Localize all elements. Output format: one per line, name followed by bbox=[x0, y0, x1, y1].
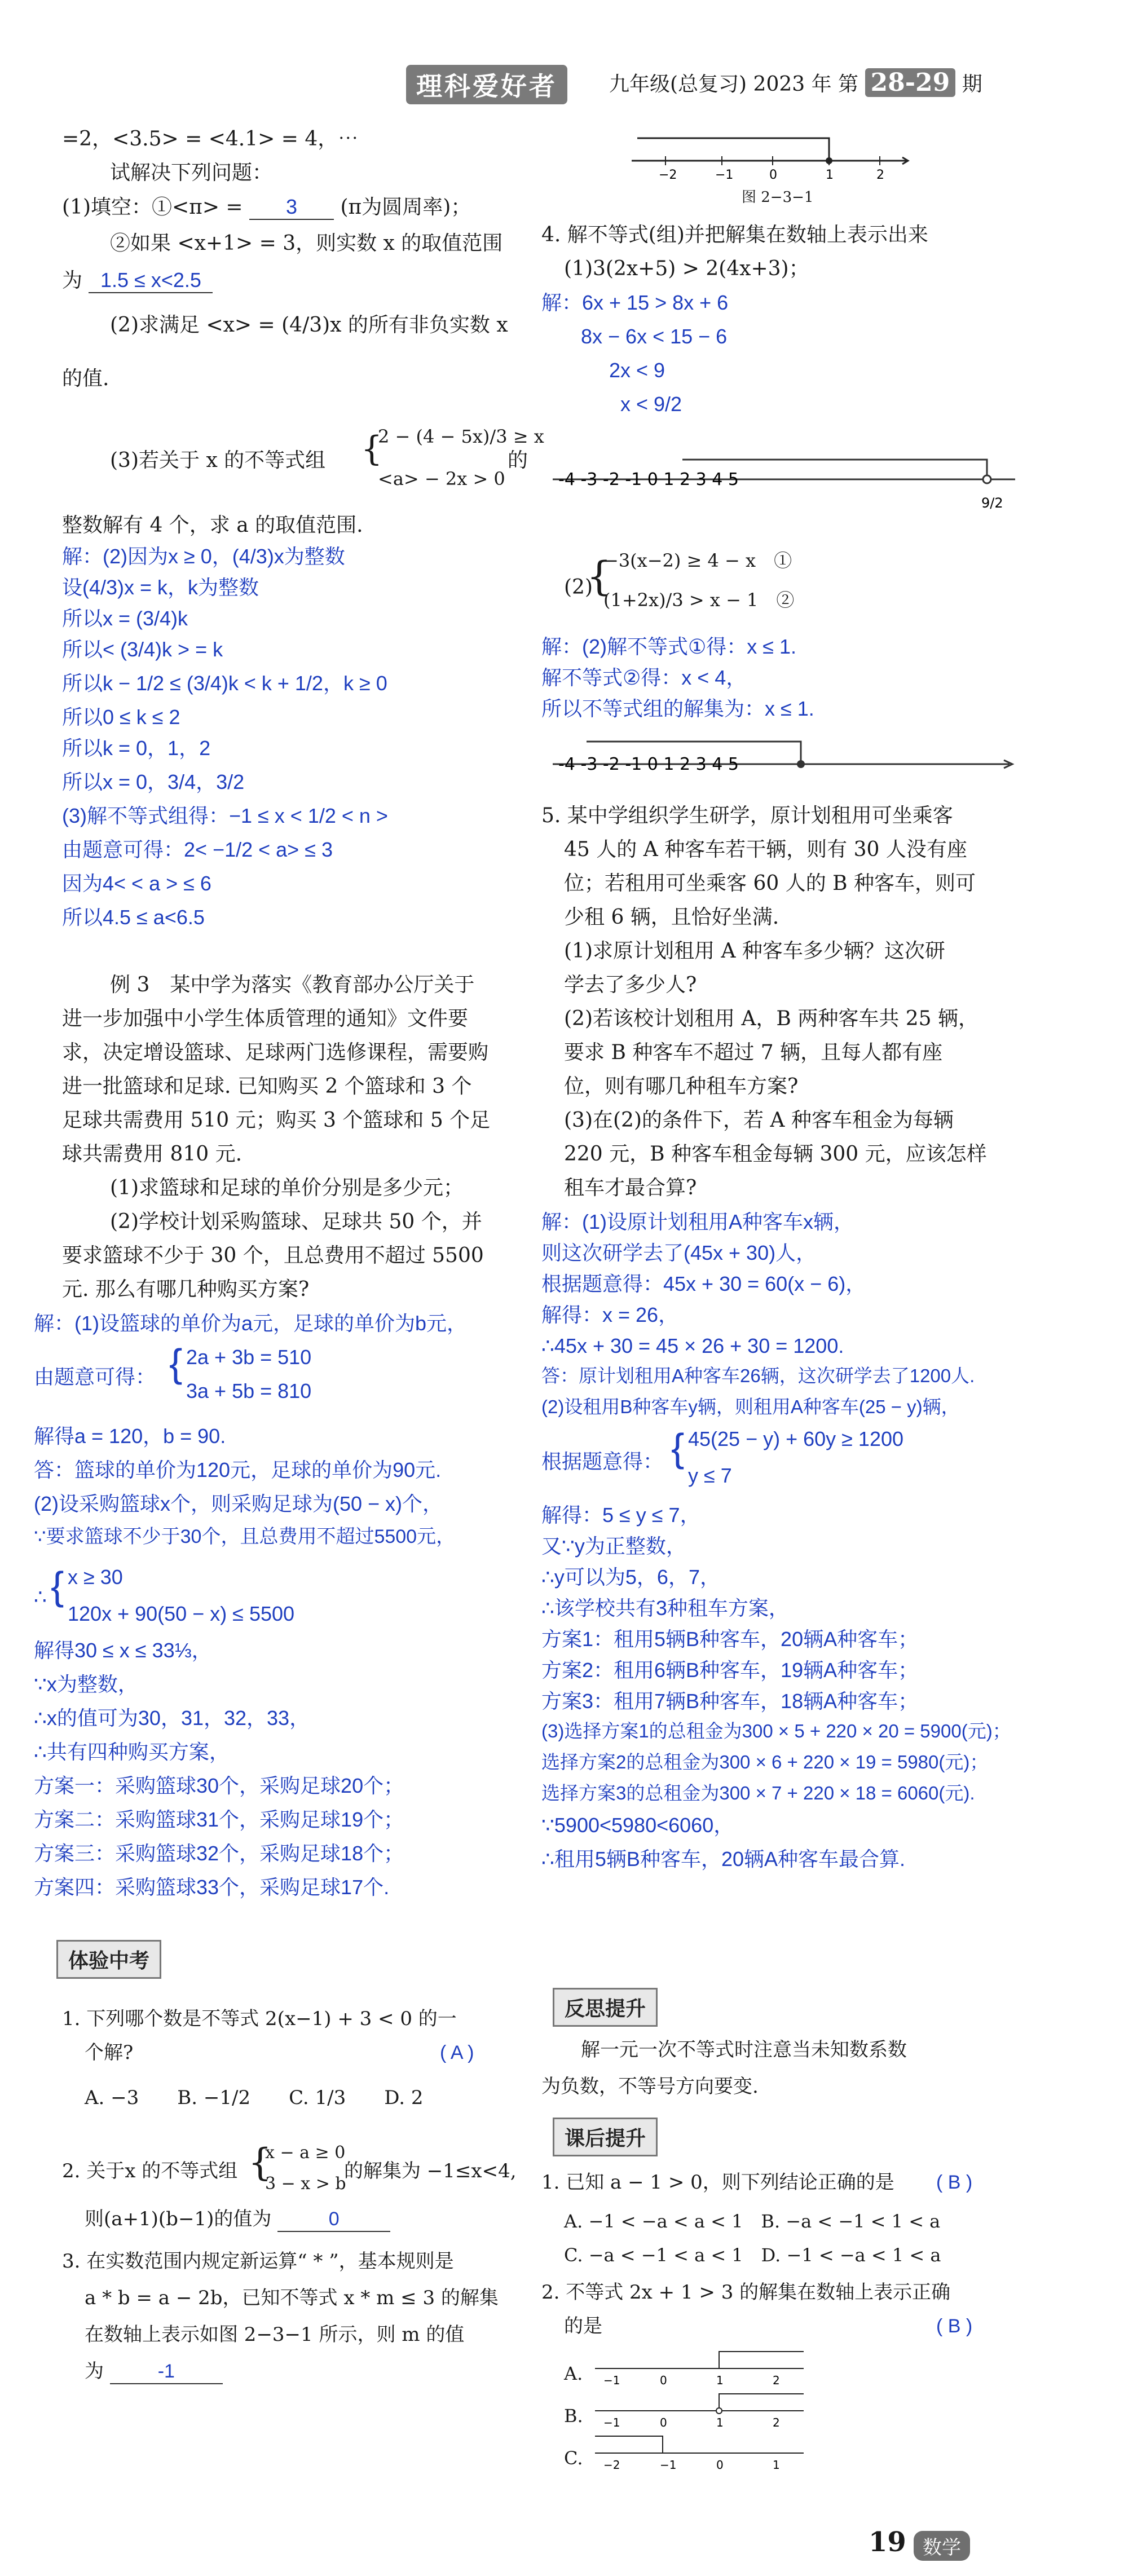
question-line: 1. 已知 a − 1 > 0，则下列结论正确的是 bbox=[541, 2171, 894, 2194]
system-line: y ≤ 7 bbox=[688, 1464, 732, 1487]
solution-line: 所以k = 0，1，2 bbox=[62, 736, 211, 760]
solution-line: 所以x = 0，3/4，3/2 bbox=[62, 770, 245, 793]
question-line: 在数轴上表示如图 2−3−1 所示，则 m 的值 bbox=[85, 2323, 465, 2346]
text-line: (2)学校计划采购篮球、足球共 50 个，并 bbox=[110, 1210, 482, 1233]
text-line: 整数解有 4 个，求 a 的取值范围. bbox=[62, 514, 363, 537]
brace: { bbox=[248, 2141, 272, 2184]
option-label: B. bbox=[564, 2405, 583, 2427]
issue-number: 28-29 bbox=[865, 68, 956, 97]
answer-choice: ( A ) bbox=[440, 2042, 474, 2063]
text-line: (2)求满足 <x> = (4/3)x 的所有非负实数 x bbox=[110, 314, 508, 337]
solution-line: 方案四：采购篮球33个，采购足球17个. bbox=[34, 1876, 390, 1899]
tick-label: 1 bbox=[716, 2416, 724, 2429]
question-line: (3)在(2)的条件下，若 A 种客车租金为每辆 bbox=[564, 1109, 954, 1132]
text-line bbox=[62, 195, 471, 220]
open-point bbox=[983, 475, 991, 483]
solution-line: 选择方案3的总租金为300 × 7 + 220 × 18 = 6060(元). bbox=[541, 1783, 975, 1803]
solution-line: ∴45x + 30 = 45 × 26 + 30 = 1200. bbox=[541, 1334, 844, 1357]
solution-line: ∴租用5辆B种客车，20辆A种客车最合算. bbox=[541, 1847, 905, 1871]
solution-line: 2x < 9 bbox=[609, 359, 665, 382]
question-line: (2)若该校计划租用 A，B 两种客车共 25 辆， bbox=[564, 1007, 979, 1030]
system-line: (1+2x)/3 > x − 1 ② bbox=[603, 589, 795, 611]
example-title: 例 3 某中学为落实《教育部办公厅关于 bbox=[110, 973, 475, 996]
solution-line: x < 9/2 bbox=[620, 392, 682, 416]
option-a-number-line bbox=[595, 2346, 809, 2388]
text-line: 试解决下列问题： bbox=[110, 161, 273, 184]
solution-line: 根据题意得： bbox=[541, 1450, 664, 1473]
solution-line: 解得a = 120，b = 90. bbox=[34, 1424, 226, 1448]
tick-label: 9/2 bbox=[981, 495, 1003, 511]
solution-line: 解：(2)解不等式①得：x ≤ 1. bbox=[541, 635, 797, 658]
solution-line: 根据题意得：45x + 30 = 60(x − 6)， bbox=[541, 1272, 866, 1295]
text-line: 球共需费用 810 元. bbox=[62, 1143, 243, 1166]
system-line: 45(25 − y) + 60y ≥ 1200 bbox=[688, 1427, 904, 1450]
question-line: 220 元，B 种客车租金每辆 300 元，应该怎样 bbox=[564, 1143, 987, 1166]
question-line: 5. 某中学组织学生研学，原计划租用可坐乘客 bbox=[541, 804, 953, 827]
solution-line: 设(4/3)x = k，k为整数 bbox=[62, 576, 259, 599]
question-line: a * b = a − 2b，已知不等式 x * m ≤ 3 的解集 bbox=[85, 2287, 499, 2309]
question-line: 2. 不等式 2x + 1 > 3 的解集在数轴上表示正确 bbox=[541, 2281, 951, 2304]
solution-line: 解得：x = 26， bbox=[541, 1303, 679, 1326]
text: 的 bbox=[508, 449, 528, 472]
text-line: 进一步加强中小学生体质管理的通知》文件要 bbox=[62, 1007, 469, 1030]
question-line: 要求 B 种客车不超过 7 辆，且每人都有座 bbox=[564, 1041, 943, 1064]
masthead: 理科爱好者 bbox=[406, 65, 567, 104]
text-line bbox=[62, 268, 213, 293]
option-c-number-line bbox=[595, 2431, 809, 2473]
text: (π为圆周率)； bbox=[340, 196, 471, 219]
tick-label: −1 bbox=[603, 2416, 620, 2429]
solution-line: 由题意可得：2< −1/2 < a> ≤ 3 bbox=[62, 838, 333, 861]
solution-line: ∴共有四种购买方案， bbox=[34, 1740, 230, 1763]
solution-line: 解不等式②得：x < 4， bbox=[541, 666, 747, 689]
solution-line: (2)设租用B种客车y辆，则租用A种客车(25 − y)辆， bbox=[541, 1396, 960, 1417]
answer-blank: 0 bbox=[277, 2208, 390, 2232]
solution-line: 方案一：采购篮球30个，采购足球20个； bbox=[34, 1774, 404, 1797]
text-line: 解一元一次不等式时注意当未知数系数 bbox=[581, 2039, 907, 2061]
brace: { bbox=[51, 1564, 64, 1608]
question-line: (1)3(2x+5) > 2(4x+3)； bbox=[564, 257, 809, 280]
question-line: 45 人的 A 种客车若干辆，则有 30 人没有座 bbox=[564, 838, 967, 861]
tick-label: 1 bbox=[826, 168, 834, 182]
text: (1)填空：①<π> = bbox=[62, 196, 243, 219]
number-line-solution-2 bbox=[553, 733, 1021, 778]
question-line: (1)求原计划租用 A 种客车多少辆？这次研 bbox=[564, 939, 945, 963]
open-point bbox=[716, 2408, 722, 2414]
solution-line: 所以< (3/4)k > = k bbox=[62, 638, 223, 661]
question-line: 位，则有哪几种租车方案? bbox=[564, 1075, 799, 1098]
closed-point bbox=[826, 157, 832, 164]
brace: { bbox=[587, 553, 612, 599]
solution-line: (3)选择方案1的总租金为300 × 5 + 220 × 20 = 5900(元)； bbox=[541, 1721, 1011, 1741]
solution-line: ∴该学校共有3种租车方案， bbox=[541, 1596, 789, 1620]
system-line: −3(x−2) ≥ 4 − x ① bbox=[603, 550, 792, 571]
question-line: 2. 关于x 的不等式组 bbox=[62, 2160, 238, 2182]
section-tag-after-class: 课后提升 bbox=[553, 2118, 658, 2156]
question-line bbox=[85, 2360, 223, 2384]
tick-label: 2 bbox=[773, 2374, 780, 2387]
text-line: 进一批篮球和足球. 已知购买 2 个篮球和 3 个 bbox=[62, 1075, 472, 1098]
solution-line: 因为4< < a > ≤ 6 bbox=[62, 872, 211, 895]
solution-line: 答：原计划租用A种客车26辆，这次研学去了1200人. bbox=[541, 1365, 975, 1386]
system-line: <a> − 2x > 0 bbox=[378, 468, 505, 489]
answer-choice: ( B ) bbox=[936, 2315, 973, 2337]
issue-suffix: 期 bbox=[962, 73, 982, 96]
solution-line: 8x − 6x < 15 − 6 bbox=[581, 325, 728, 348]
closed-point bbox=[797, 760, 805, 768]
tick-label: 2 bbox=[773, 2416, 780, 2429]
solution-ray bbox=[595, 2436, 663, 2453]
text: 为 bbox=[62, 269, 83, 292]
system-line: 3 − x > b bbox=[265, 2174, 346, 2194]
solution-line: ∴ bbox=[34, 1585, 47, 1608]
question-line: 的是 bbox=[564, 2315, 602, 2337]
tick-label: 1 bbox=[716, 2374, 724, 2387]
solution-line: 解：(2)因为x ≥ 0，(4/3)x为整数 bbox=[62, 545, 345, 568]
answer-blank: 1.5 ≤ x<2.5 bbox=[89, 268, 213, 293]
brace: { bbox=[169, 1341, 183, 1385]
option-label: A. bbox=[564, 2363, 583, 2384]
text-line: =2，<3.5> = <4.1> = 4，⋯ bbox=[62, 127, 359, 151]
options-line: C. −a < −1 < a < 1 D. −1 < −a < 1 < a bbox=[564, 2244, 941, 2266]
solution-line: (2)设采购篮球x个，则采购足球为(50 − x)个， bbox=[34, 1492, 443, 1515]
brace: { bbox=[671, 1426, 685, 1470]
question-line: 租车才最合算? bbox=[564, 1176, 697, 1199]
solution-line: 由题意可得： bbox=[34, 1365, 156, 1388]
solution-line: 解：(1)设原计划租用A种客车x辆， bbox=[541, 1210, 854, 1233]
text-line: (1)求篮球和足球的单价分别是多少元； bbox=[110, 1176, 464, 1199]
solution-line: 解得30 ≤ x ≤ 33⅓， bbox=[34, 1639, 212, 1662]
section-tag-reflect: 反思提升 bbox=[553, 1988, 658, 2027]
solution-line: 解得：5 ≤ y ≤ 7， bbox=[541, 1503, 700, 1527]
text: 为 bbox=[85, 2360, 104, 2383]
question-line: 1. 下列哪个数是不等式 2(x−1) + 3 < 0 的一 bbox=[62, 2008, 457, 2030]
tick-label: −1 bbox=[660, 2458, 677, 2472]
question-line: 3. 在实数范围内规定新运算“ * ”，基本规则是 bbox=[62, 2250, 454, 2273]
question-line bbox=[85, 2208, 390, 2232]
solution-line: 又∵y为正整数， bbox=[541, 1534, 686, 1558]
solution-line: 答：篮球的单价为120元，足球的单价为90元. bbox=[34, 1458, 442, 1481]
solution-line: ∴y可以为5，6，7， bbox=[541, 1565, 720, 1589]
system-line: 2 − (4 − 5x)/3 ≥ x bbox=[378, 426, 544, 447]
question-line: 位；若租用可坐乘客 60 人的 B 种客车，则可 bbox=[564, 872, 976, 895]
solution-line: 解：6x + 15 > 8x + 6 bbox=[541, 291, 729, 314]
solution-line: 方案三：采购篮球32个，采购足球18个； bbox=[34, 1842, 404, 1865]
answer-choice: ( B ) bbox=[936, 2172, 973, 2193]
solution-line: 方案二：采购篮球31个，采购足球19个； bbox=[34, 1808, 404, 1831]
option-label: C. bbox=[564, 2447, 583, 2469]
tick-label: 0 bbox=[716, 2458, 724, 2472]
text-line: 求，决定增设篮球、足球两门选修课程，需要购 bbox=[62, 1041, 489, 1064]
solution-line: 方案1：租用5辆B种客车，20辆A种客车； bbox=[541, 1627, 919, 1651]
question-line: 学去了多少人? bbox=[564, 973, 697, 996]
options-line: A. −3 B. −1/2 C. 1/3 D. 2 bbox=[85, 2087, 424, 2109]
number-line-figure bbox=[626, 121, 919, 183]
solution-line: ∴x的值可为30，31，32，33， bbox=[34, 1706, 310, 1730]
solution-ray bbox=[719, 2352, 804, 2368]
system-line: 2a + 3b = 510 bbox=[186, 1346, 312, 1369]
text-line: 足球共需费用 510 元；购买 3 个篮球和 5 个足 bbox=[62, 1109, 491, 1132]
text-line: 要求篮球不少于 30 个，且总费用不超过 5500 bbox=[62, 1244, 484, 1267]
figure-caption: 图 2−3−1 bbox=[742, 189, 814, 206]
system-line: 120x + 90(50 − x) ≤ 5500 bbox=[68, 1602, 295, 1625]
option-b-number-line bbox=[595, 2388, 809, 2431]
section-tag-exam: 体验中考 bbox=[56, 1940, 161, 1979]
issue-line bbox=[609, 68, 982, 97]
question-line: (2) bbox=[564, 576, 593, 599]
solution-line: (3)解不等式组得：−1 ≤ x < 1/2 < n > bbox=[62, 804, 388, 827]
brace: { bbox=[361, 429, 383, 469]
tick-label: -4 -3 -2 -1 0 1 2 3 4 5 bbox=[558, 755, 739, 774]
solution-line: 解：(1)设篮球的单价为a元，足球的单价为b元， bbox=[34, 1312, 468, 1335]
solution-line: 所以不等式组的解集为：x ≤ 1. bbox=[541, 697, 814, 720]
solution-line: ∵5900<5980<6060， bbox=[541, 1814, 734, 1837]
text-line: ②如果 <x+1> = 3，则实数 x 的取值范围 bbox=[110, 232, 503, 255]
answer-blank: 3 bbox=[249, 195, 334, 220]
text-line: 元. 那么有哪几种购买方案? bbox=[62, 1278, 310, 1301]
question-line: 个解? bbox=[85, 2041, 134, 2064]
system-line: x − a ≥ 0 bbox=[265, 2143, 346, 2163]
solution-line: 所以4.5 ≤ a<6.5 bbox=[62, 906, 205, 929]
tick-label: −1 bbox=[603, 2374, 620, 2387]
tick-label: 0 bbox=[769, 168, 777, 182]
solution-ray bbox=[719, 2394, 804, 2411]
system-line: x ≥ 30 bbox=[68, 1565, 123, 1589]
text-line: 的值. bbox=[62, 367, 109, 390]
tick-label: 0 bbox=[660, 2374, 667, 2387]
tick-label: -4 -3 -2 -1 0 1 2 3 4 5 bbox=[558, 470, 739, 489]
question-line: 4. 解不等式(组)并把解集在数轴上表示出来 bbox=[541, 223, 928, 246]
tick-label: 0 bbox=[660, 2416, 667, 2429]
page-number: 19 bbox=[869, 2526, 906, 2558]
solution-line: ∵要求篮球不少于30个，且总费用不超过5500元， bbox=[34, 1526, 456, 1547]
issue-prefix: 九年级(总复习) 2023 年 第 bbox=[609, 73, 859, 96]
solution-line: 所以k − 1/2 ≤ (3/4)k < k + 1/2，k ≥ 0 bbox=[62, 672, 387, 695]
solution-line: 方案3：租用7辆B种客车，18辆A种客车； bbox=[541, 1690, 919, 1713]
solution-line: 所以0 ≤ k ≤ 2 bbox=[62, 705, 180, 729]
answer-blank: -1 bbox=[110, 2360, 223, 2384]
solution-line: 选择方案2的总租金为300 × 6 + 220 × 19 = 5980(元)； bbox=[541, 1752, 989, 1772]
tick-label: −2 bbox=[603, 2458, 620, 2472]
text-line: (3)若关于 x 的不等式组 bbox=[110, 449, 326, 472]
options-line: A. −1 < −a < a < 1 B. −a < −1 < 1 < a bbox=[564, 2211, 941, 2232]
solution-line: ∵x为整数， bbox=[34, 1673, 138, 1696]
tick-label: −2 bbox=[659, 168, 677, 182]
tick-label: 2 bbox=[876, 168, 884, 182]
page-header bbox=[406, 65, 1032, 102]
tick-label: 1 bbox=[773, 2458, 780, 2472]
question-line: 的解集为 −1≤x<4, bbox=[344, 2160, 517, 2182]
solution-line: 所以x = (3/4)k bbox=[62, 607, 188, 630]
number-line-solution-1 bbox=[553, 451, 1021, 513]
system-line: 3a + 5b = 810 bbox=[186, 1379, 312, 1402]
text: 则(a+1)(b−1)的值为 bbox=[85, 2208, 272, 2230]
solution-line: 则这次研学去了(45x + 30)人， bbox=[541, 1241, 817, 1264]
subject-badge: 数学 bbox=[914, 2531, 970, 2561]
question-line: 少租 6 辆，且恰好坐满. bbox=[564, 906, 779, 929]
solution-line: 方案2：租用6辆B种客车，19辆A种客车； bbox=[541, 1658, 919, 1682]
text-line: 为负数，不等号方向要变. bbox=[541, 2075, 759, 2098]
tick-label: −1 bbox=[715, 168, 734, 182]
